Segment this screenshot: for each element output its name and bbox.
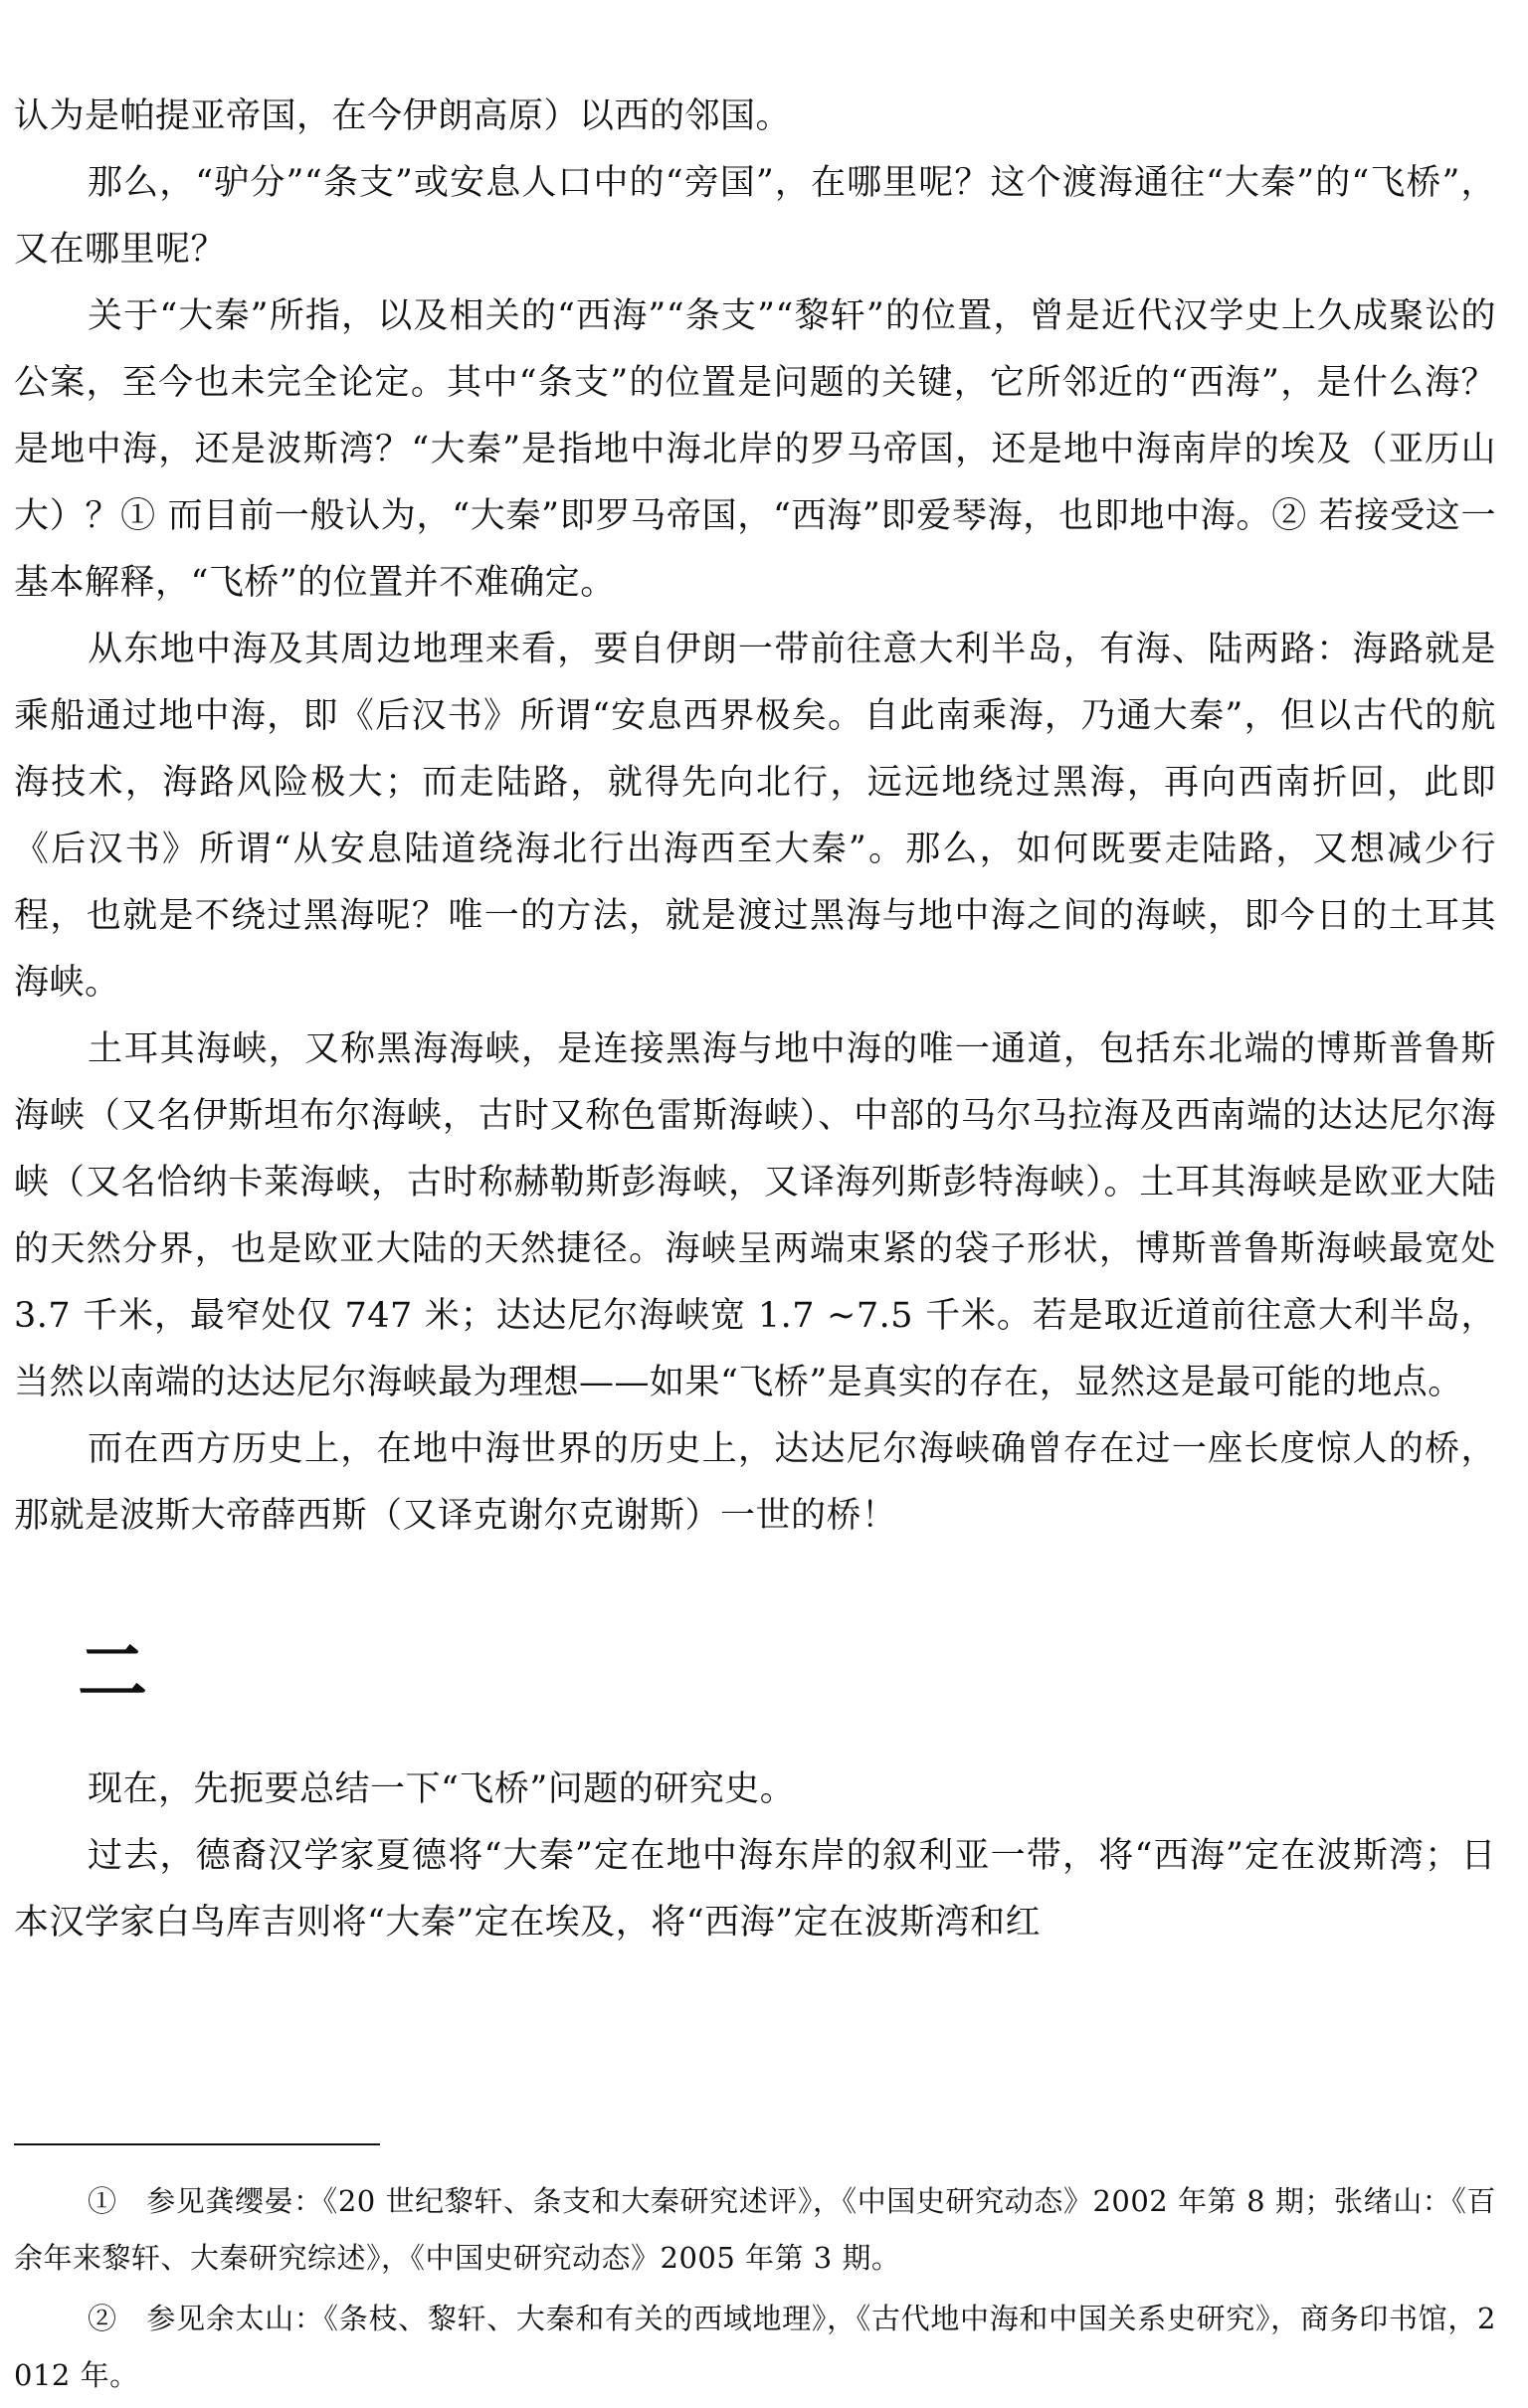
footnote: ② 参见余太山：《条枝、黎轩、大秦和有关的西域地理》，《古代地中海和中国关系史研究》，商务印书馆，2012 年。 (14, 2302, 1496, 2392)
section-heading: 二 (78, 1631, 147, 1713)
footnotes (14, 2173, 1496, 2408)
page-body (14, 84, 1496, 1956)
paragraph-continuation: 认为是帕提亚帝国，在今伊朗高原）以西的邻国。 (14, 96, 792, 136)
paragraph: 从东地中海及其周边地理来看，要自伊朗一带前往意大利半岛，有海、陆两路：海路就是乘船通过地中海，即《后汉书》所谓“安息西界极矣。自此南乘海，乃通大秦”，但以古代的航海技术，海路风险极大；而走陆路，就得先向北行，远远地绕过黑海，再向西南折回，此即《后汉书》所谓“从安息陆道绕海北行出海西至大秦”。那么，如何既要走陆路，又想减少行程，也就是不绕过黑海呢？唯一的方法，就是渡过黑海与地中海之间的海峡，即今日的土耳其海峡。 (14, 630, 1496, 1003)
footnote-separator (14, 2143, 380, 2145)
paragraph: 关于“大秦”所指，以及相关的“西海”“条支”“黎轩”的位置，曾是近代汉学史上久成聚讼的公案，至今也未完全论定。其中“条支”的位置是问题的关键，它所邻近的“西海”，是什么海？是地中海，还是波斯湾？“大秦”是指地中海北岸的罗马帝国，还是地中海南岸的埃及（亚历山大）？① 而目前一般认为，“大秦”即罗马帝国，“西海”即爱琴海，也即地中海。② 若接受这一基本解释，“飞桥”的位置并不难确定。 (14, 296, 1496, 603)
paragraph: 过去，德裔汉学家夏德将“大秦”定在地中海东岸的叙利亚一带，将“西海”定在波斯湾；日本汉学家白鸟库吉则将“大秦”定在埃及，将“西海”定在波斯湾和红 (14, 1836, 1496, 1943)
paragraph: 现在，先扼要总结一下“飞桥”问题的研究史。 (88, 1769, 796, 1809)
paragraph: 土耳其海峡，又称黑海海峡，是连接黑海与地中海的唯一通道，包括东北端的博斯普鲁斯海峡（又名伊斯坦布尔海峡，古时又称色雷斯海峡）、中部的马尔马拉海及西南端的达达尼尔海峡（又名恰纳卡莱海峡，古时称赫勒斯彭海峡，又译海列斯彭特海峡）。土耳其海峡是欧亚大陆的天然分界，也是欧亚大陆的天然捷径。海峡呈两端束紧的袋子形状，博斯普鲁斯海峡最宽处 3.7 千米，最窄处仅 747 米；达达尼尔海峡宽 1.7 ~7.5 千米。若是取近道前往意大利半岛，当然以南端的达达尼尔海峡最为理想——如果“飞桥”是真实的存在，显然这是最可能的地点。 (14, 1029, 1496, 1402)
paragraph: 那么，“驴分”“条支”或安息人口中的“旁国”，在哪里呢？这个渡海通往“大秦”的“飞桥”，又在哪里呢？ (14, 163, 1496, 270)
footnote: ① 参见龚缨晏：《20 世纪黎轩、条支和大秦研究述评》，《中国史研究动态》2002 年第 8 期；张绪山：《百余年来黎轩、大秦研究综述》，《中国史研究动态》2005 年第 3 期。 (14, 2184, 1496, 2275)
paragraph: 而在西方历史上，在地中海世界的历史上，达达尼尔海峡确曾存在过一座长度惊人的桥，那就是波斯大帝薛西斯（又译克谢尔克谢斯）一世的桥！ (14, 1429, 1496, 1536)
